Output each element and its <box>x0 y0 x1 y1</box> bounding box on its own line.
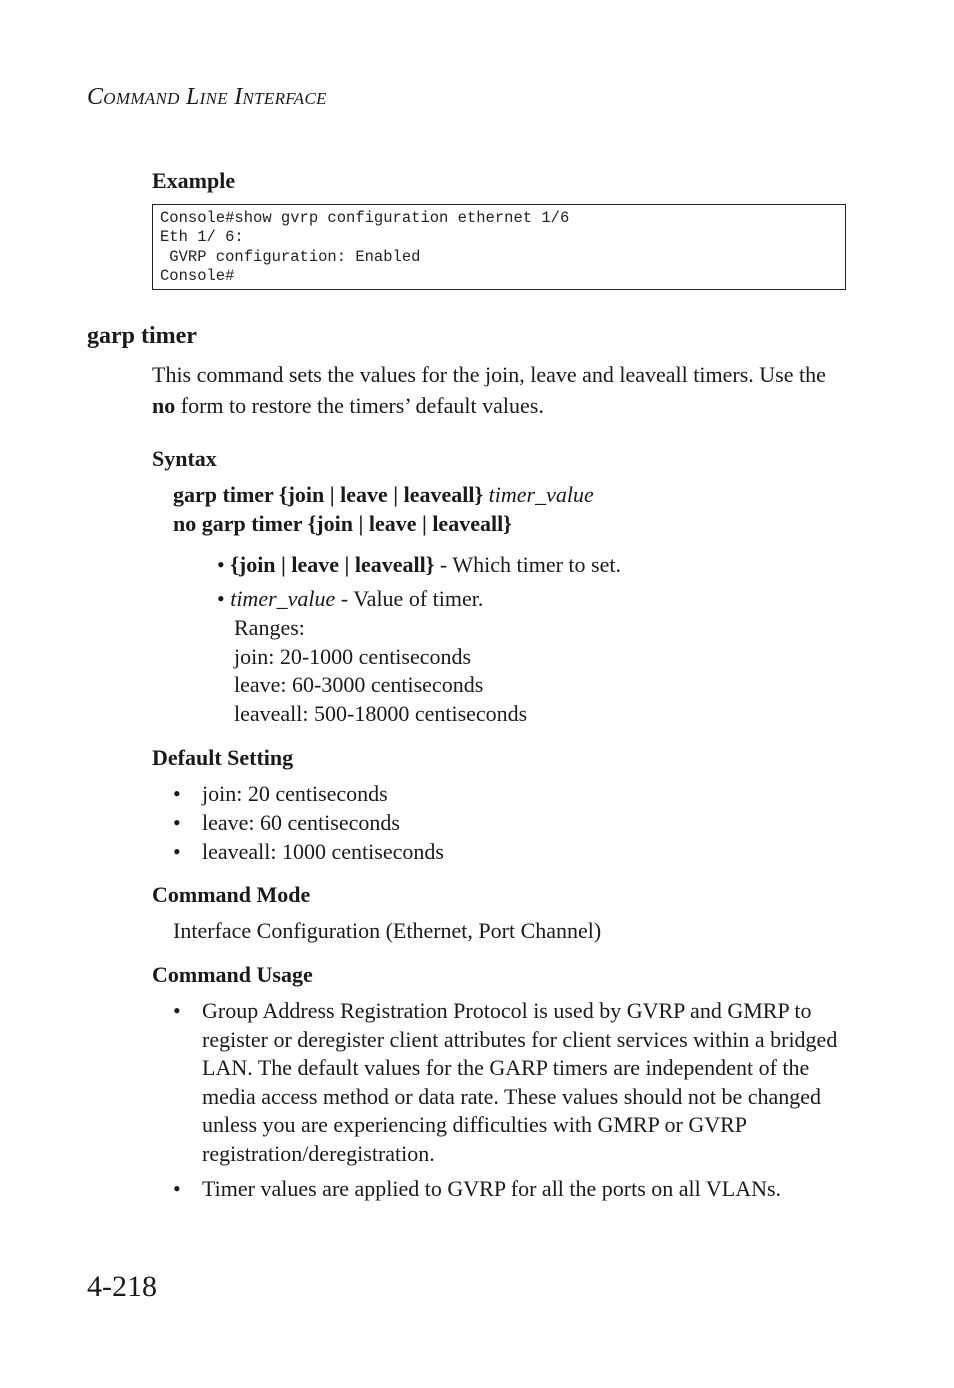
code-line: Eth 1/ 6: <box>160 228 244 247</box>
syntax-options: {join | leave | leaveall} <box>307 511 512 536</box>
default-setting-heading: Default Setting <box>152 745 294 770</box>
list-item <box>173 809 181 837</box>
bullet-mark: • <box>173 781 181 806</box>
description-text: This command sets the values for the join, leave and leaveall timers. Use the <box>152 362 826 387</box>
default-item-join: join: 20 centiseconds <box>202 781 388 806</box>
code-line: Console# <box>160 266 235 285</box>
range-line: leave: 60-3000 centiseconds <box>234 672 484 697</box>
list-item <box>173 997 181 1025</box>
code-line: GVRP configuration: Enabled <box>160 247 421 266</box>
description-text: form to restore the timers’ default values. <box>175 392 544 418</box>
example-heading: Example <box>152 168 236 193</box>
default-item-leaveall: leaveall: 1000 centiseconds <box>202 839 444 864</box>
list-item <box>173 780 181 808</box>
syntax-line-1 <box>173 480 594 509</box>
command-mode-heading: Command Mode <box>152 882 311 907</box>
command-mode-text: Interface Configuration (Ethernet, Port Channel) <box>173 918 602 943</box>
param-item-timer-value <box>217 585 483 613</box>
list-item <box>173 1175 181 1203</box>
description-bold-keyword: no <box>152 392 176 418</box>
page-number: 4-218 <box>87 1270 157 1303</box>
usage-item-timer-values: Timer values are applied to GVRP for all the ports on all VLANs. <box>202 1176 782 1201</box>
command-usage-heading: Command Usage <box>152 962 313 987</box>
usage-item-garp: Group Address Registration Protocol is used by GVRP and GMRP to register or deregister client attributes for client services within a bridged LAN. The default values for the GARP timers are independent of the media access method or data rate. These values should not be changed unless you are experiencing difficulties with GMRP or GVRP registration/deregistration. <box>202 998 838 1166</box>
param-desc: - Value of timer. <box>335 586 484 611</box>
bullet-mark: • <box>217 552 225 577</box>
bullet-mark: • <box>217 586 225 611</box>
param-desc: - Which timer to set. <box>434 552 621 577</box>
syntax-command: garp timer <box>173 482 274 507</box>
param-name: {join | leave | leaveall} <box>230 552 435 577</box>
range-line: leaveall: 500-18000 centiseconds <box>234 701 528 726</box>
syntax-line-2 <box>173 509 512 538</box>
param-item-which-timer <box>217 551 621 579</box>
code-example-box <box>152 204 846 290</box>
range-line: Ranges: <box>234 615 305 640</box>
list-item <box>173 838 181 866</box>
running-head: Command Line Interface <box>87 84 327 110</box>
syntax-heading: Syntax <box>152 446 217 471</box>
syntax-argument: timer_value <box>488 482 594 507</box>
bullet-mark: • <box>173 839 181 864</box>
param-name: timer_value <box>230 586 336 611</box>
default-item-leave: leave: 60 centiseconds <box>202 810 400 835</box>
section-title: garp timer <box>87 323 197 349</box>
range-line: join: 20-1000 centiseconds <box>234 644 472 669</box>
section-description <box>152 360 847 421</box>
bullet-mark: • <box>173 1176 181 1201</box>
syntax-command: no garp timer <box>173 511 303 536</box>
bullet-mark: • <box>173 810 181 835</box>
bullet-mark: • <box>173 998 181 1023</box>
syntax-options: {join | leave | leaveall} <box>278 482 484 507</box>
code-line: Console#show gvrp configuration ethernet 1/6 <box>160 209 570 227</box>
